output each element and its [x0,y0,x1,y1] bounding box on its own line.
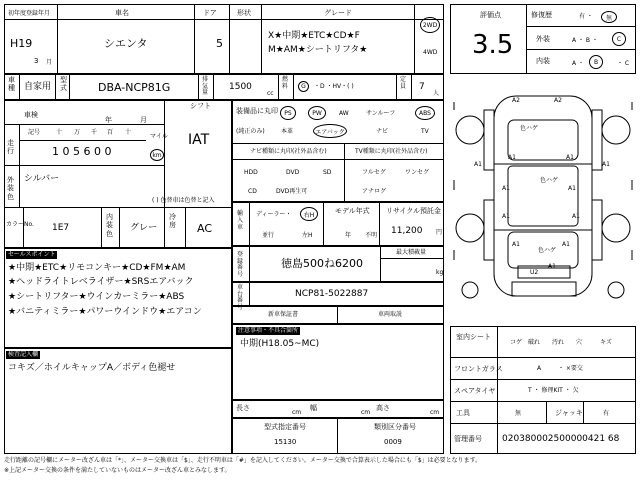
model-code: DBA-NCP81G [98,81,171,94]
navi-type-label: ナビ種類に丸印(社外品含む) [250,148,327,155]
person-unit: 人 [433,90,440,97]
yen-unit: 円 [436,229,443,236]
model-year-label: モデル年式 [335,207,370,215]
cc-unit: cc [267,90,274,97]
grade-line-1: X★中期★ETC★CD★F [268,31,360,41]
drive-4wd: 4WD [423,49,438,56]
year-unit: 年 [105,116,112,124]
category-number-label: 類別区分番号 [374,423,416,431]
km-circle: km [150,149,164,161]
doors-value: 5 [216,37,223,50]
recycle-label: リサイクル預託金 [386,207,442,215]
first-reg-year: H19 [10,37,33,50]
import-label: 輸入車 [237,210,244,232]
evaluation-label: 評価点 [480,11,501,19]
footer-line-1: 走行距離の記号欄にメーター改ざん車は「*」、メーター交換車は「$」、走行不明車は「#」を記入してください。メーター交換で合算表示した場合にも「$」は必要となります。 [4,457,482,464]
spare-tire-label: スペアタイヤ [454,387,496,395]
displacement-label: 排気量 [202,76,209,97]
tools-label: 工具 [456,409,470,417]
recycle-fee: 11,200 [391,226,423,236]
displacement-value: 1500 [229,82,252,92]
first-reg-label: 初年度登録年月 [8,10,51,17]
equipment-label: 装備品に丸印 [236,107,278,115]
max-load-label: 最大積載量 [396,249,427,256]
use-label: 車種 [8,76,15,92]
footer-line-2: ※上記メーター交換の条件を満たしていないものはメーター改ざん車とみなします。 [4,467,231,474]
control-number: 020380002500000421 68 [502,434,620,444]
exterior-grade-label: 外装 [536,35,550,43]
model-label: 型式 [60,76,67,92]
color-no: 1E7 [52,223,70,233]
equip-pw-circle: PW [308,106,326,120]
notes-value: 中期(H18.05~MC) [240,339,320,349]
model-year-unknown: 不明 [365,232,378,239]
odometer-digits: 1 0 5 6 0 0 [52,145,112,158]
exterior-c-circle: C [612,32,626,46]
capacity-value: 7 [419,82,425,92]
fuel-gasoline-circle: G [298,81,309,92]
equip-airbag-circle: エアバック [313,124,347,138]
color-note: ( ) 色替車は色替と記入 [152,197,215,204]
shape-label: 形状 [237,9,251,17]
car-outline-icon [450,80,636,320]
model-year-year: 年 [345,232,352,239]
ac-label: 冷房 [169,213,176,230]
tv-type-label: TV種類に丸印(社外品含む) [355,148,428,155]
repair-none-circle: 無 [601,11,617,23]
grade-label: グレード [324,9,352,17]
chassis-label: 車台番号 [237,284,244,311]
doors-label: ドア [203,9,217,17]
car-diagram: A2 A2 色ハゲ A1 A1 A1 A1 色ハゲ A1 A1 色ハゲ A1 A1 U2 A1 A1 A1 [450,80,636,320]
interior-b-circle: B [589,55,603,69]
width-label: 幅 [310,404,317,412]
plate-label: 登録番号 [237,251,244,278]
chassis-number: NCP81-5022887 [295,289,369,299]
repair-history-label: 修復歴 [531,11,552,19]
travel-label: 走行 [7,139,14,156]
month-unit-2: 月 [140,116,147,124]
ac-value: AC [197,222,213,235]
interior-grade-label: 内装 [536,57,550,65]
inspector-notes: コキズ／ホイルキャップA／ボディ色褪せ [8,363,176,373]
fuel-options: ・D ・HV・( ) [314,83,354,90]
exterior-color: シルバー [24,174,60,184]
month-unit: 月 [46,59,53,66]
color-no-label: カラーNo. [6,221,34,228]
drive-2wd-circle: 2WD [420,17,440,33]
kg-unit: kg [436,269,444,276]
evaluation-score: 3.5 [472,30,514,60]
mileage-label: 車検 [24,111,38,119]
plate-number: 徳島500ね6200 [281,257,363,270]
model-designation: 15130 [274,438,297,446]
new-car-warranty: 新車保証書 [268,311,299,318]
interior-seat-label: 室内シート [456,333,491,341]
length-label: 長さ [236,404,250,412]
inspection-record: 車両取説 [378,311,403,318]
equipment-note: (純正のみ) [236,128,265,135]
category-number: 0009 [384,438,402,446]
use-value: 自家用 [24,82,52,92]
capacity-label: 定員 [400,76,407,90]
car-name: シエンタ [104,37,148,50]
first-reg-month: 3 [34,57,39,65]
height-label: 高さ [376,404,390,412]
windshield-label: フロントガラス [454,365,503,373]
control-number-label: 管理番号 [454,435,482,443]
jack-label: ジャッキ [555,409,583,417]
mile-label: マイル [150,133,168,140]
exterior-color-label: 外装色 [7,176,14,201]
interior-label: 内装色 [106,213,113,238]
shift-value: IAT [188,132,210,148]
shift-label: シフト [190,102,211,110]
right-hand-circle: 右H [300,207,318,221]
sales-point-label: セールスポイント [8,251,56,258]
notes-label: 注意事項・不具合箇所 [238,327,299,334]
inspector-label: 検査記入欄 [8,351,39,358]
equip-ps-circle: PS [280,106,296,120]
model-designation-label: 型式指定番号 [264,423,306,431]
fuel-label: 燃料 [282,76,289,90]
grade-line-2: M★AM★シートリフタ★ [268,45,368,55]
car-name-label: 車名 [115,9,129,17]
digit-header-unit: 記号 [28,129,41,136]
interior-color: グレー [130,223,158,233]
auction-sheet: 初年度登録年月 車名 ドア 形状 グレード H19 3 月 シエンタ 5 X★中期★ETC★CD★F M★AM★シートリフタ★ 2WD 4WD 車種 自家用 型式 DBA-NCP81G 排気量 1500 cc 燃料 G ・D ・HV・( ) 定員 7 人 車検 年 月 シフト IAT 走行 記号 十 万 千 百 十 マイル 1 0 5 6 0 0 km 外装色 シルバー ( ) 色替車は色替と記入 カラーNo. 1E7 内装色 グレー 冷房 AC 装備品に丸印 (純正のみ) PS PW AW サンルーフ ABS 本革 エアバック ナビ TV ナビ種類に丸印(社外品含む) TV種類に丸印(社外品含む) HDD DVD SD CD DVD再生可 フルセグ ワンセグ アナログ 輸入車 ディーラー・ 右H 並行 左H モデル年式 年 不明 リサイクル預託金 11,200 円 登録番号 徳島500ね6200 最大積載量 kg 車台番号 NCP81-5022887 新車保証書 車両取説 セールスポイント ★中期★ETC★リモコンキー★CD★FM★AM ★ヘッドライトレベライザー★SRSエアバック ★シートリフター★ウインカーミラー★ABS ★バニティミラー★パワーウインドウ★エアコン 検査記入欄 コキズ／ホイルキャップA／ボディ色褪せ 注意事項・不具合箇所 中期(H18.05~MC) 長さ cm 幅 cm 高さ cm 型式指定番号 15130 類別区分番号 0009 評価点 3.5 修復歴 有 ・ 無 外装 A ・ B ・ C 内装 A ・ B ・ C A2 A2 色ハゲ A1 A1 A1 A1 色ハゲ A1 A1 色ハゲ A1 A1 U2 A1 A1 A1 室内シート コゲ 破れ 汚れ 穴 キズ フロントガラス A ・ ×要交 スペアタイヤ T ・ 修理KIT ・ 欠 工具 無 ジャッキ 有 管理番号 020380002500000421 68 走行距離の記号欄にメーター改ざん車は「*」、メーター交換車は「$」、走行不明車は「#」を記入してください。メーター交換で合算表示した場合にも「$」は必要となります。 ※上記メーター交換の条件を満たしていないものはメーター改ざん車とみなします。 [0,0,640,480]
equip-abs-circle: ABS [415,106,435,120]
